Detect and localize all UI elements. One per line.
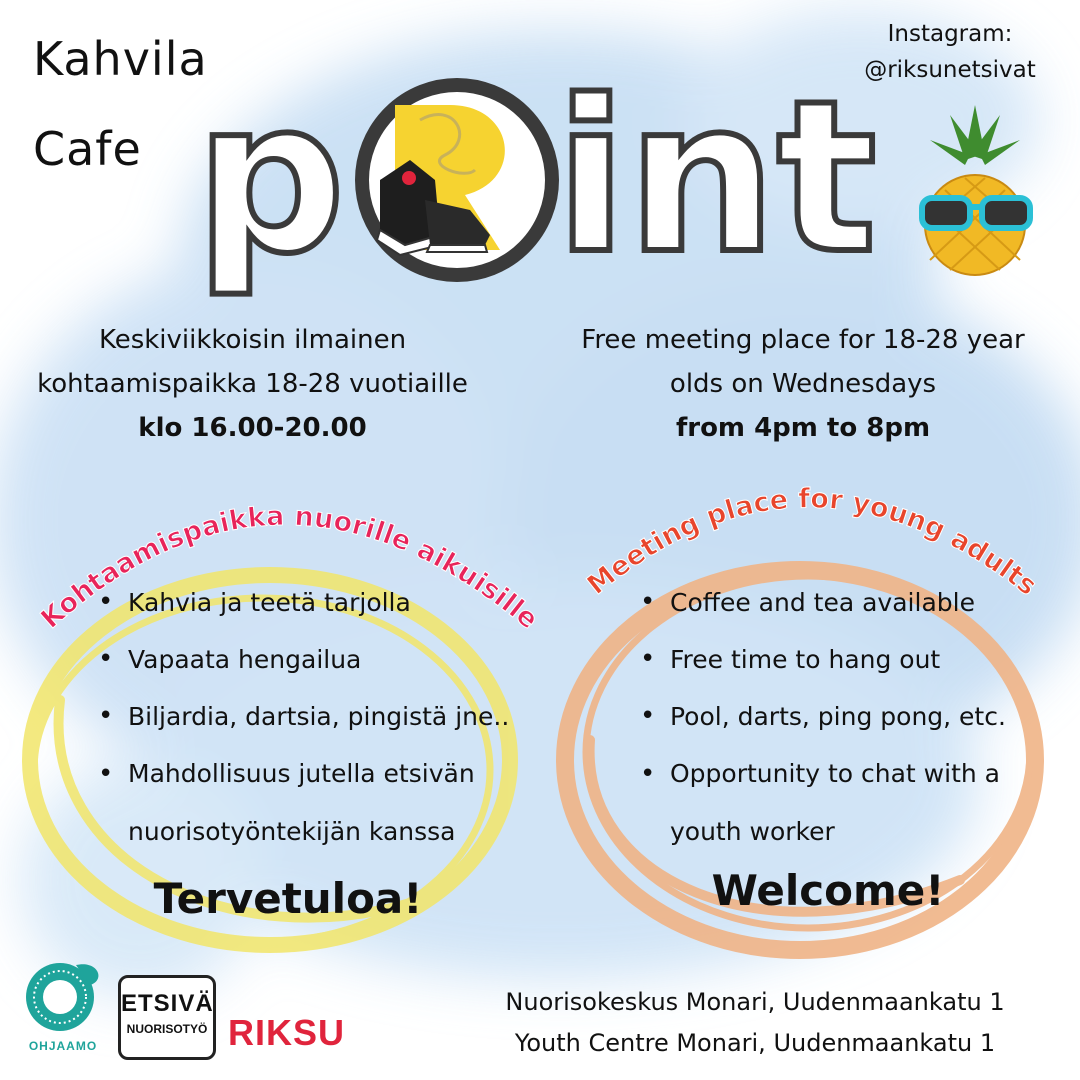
list-item: • Free time to hang out (640, 645, 1060, 674)
list-en (640, 588, 1060, 861)
point-letters-int: int (555, 60, 877, 300)
instagram-handle[interactable]: @riksunetsivat (864, 57, 1036, 83)
list-item: • Vapaata hengailua (98, 645, 528, 674)
etsiva-logo (118, 975, 216, 1060)
cafe-label-en: Cafe (33, 122, 142, 176)
arc-title-fi-text: Kohtaamispaikka nuorille aikuisille (35, 500, 544, 636)
welcome-en: Welcome! (711, 866, 945, 915)
ohjaamo-wordmark: OHJAAMO (28, 1039, 98, 1053)
intro-fi-time: klo 16.00-20.00 (138, 413, 367, 443)
etsiva-line2: NUORISOTYÖ (126, 1022, 208, 1036)
etsiva-line1: ETSIVÄ (121, 990, 214, 1017)
ohjaamo-emblem-icon (18, 955, 108, 1035)
intro-en (548, 318, 1058, 450)
ohjaamo-logo (18, 955, 108, 1060)
pineapple-icon (910, 100, 1040, 280)
intro-fi-line1: Keskiviikkoisin ilmainen (98, 325, 407, 355)
address-block (450, 982, 1060, 1064)
list-item: • Pool, darts, ping pong, etc. (640, 702, 1060, 731)
list-item: • Coffee and tea available (640, 588, 1060, 617)
intro-fi (0, 318, 505, 450)
point-logo (195, 60, 915, 310)
welcome-fi: Tervetuloa! (153, 874, 423, 923)
point-letter-p: p (195, 60, 346, 300)
instagram-label: Instagram: (887, 21, 1013, 47)
list-fi (98, 588, 528, 861)
list-item: • Mahdollisuus jutella etsivän nuorisotyöntekijän kanssa (98, 745, 528, 861)
list-item: • Kahvia ja teetä tarjolla (98, 588, 528, 617)
intro-en-line1: Free meeting place for 18-28 year (581, 325, 1025, 355)
list-item: • Biljardia, dartsia, pingistä jne.. (98, 702, 528, 731)
intro-fi-line2: kohtaamispaikka 18-28 vuotiaille (37, 369, 468, 399)
instagram-block (840, 16, 1060, 88)
address-fi: Nuorisokeskus Monari, Uudenmaankatu 1 (505, 988, 1005, 1016)
cafe-label-fi: Kahvila (33, 32, 208, 86)
arc-title-en-text: Meeting place for young adults (581, 483, 1043, 602)
intro-en-line2: olds on Wednesdays (669, 369, 937, 399)
svg-text:Meeting place for young adults (582, 483, 1043, 602)
address-en: Youth Centre Monari, Uudenmaankatu 1 (514, 1029, 996, 1057)
intro-en-time: from 4pm to 8pm (675, 413, 931, 443)
riksu-logo: RIKSU (228, 1012, 346, 1053)
list-item: • Opportunity to chat with a youth worker (640, 745, 1060, 861)
